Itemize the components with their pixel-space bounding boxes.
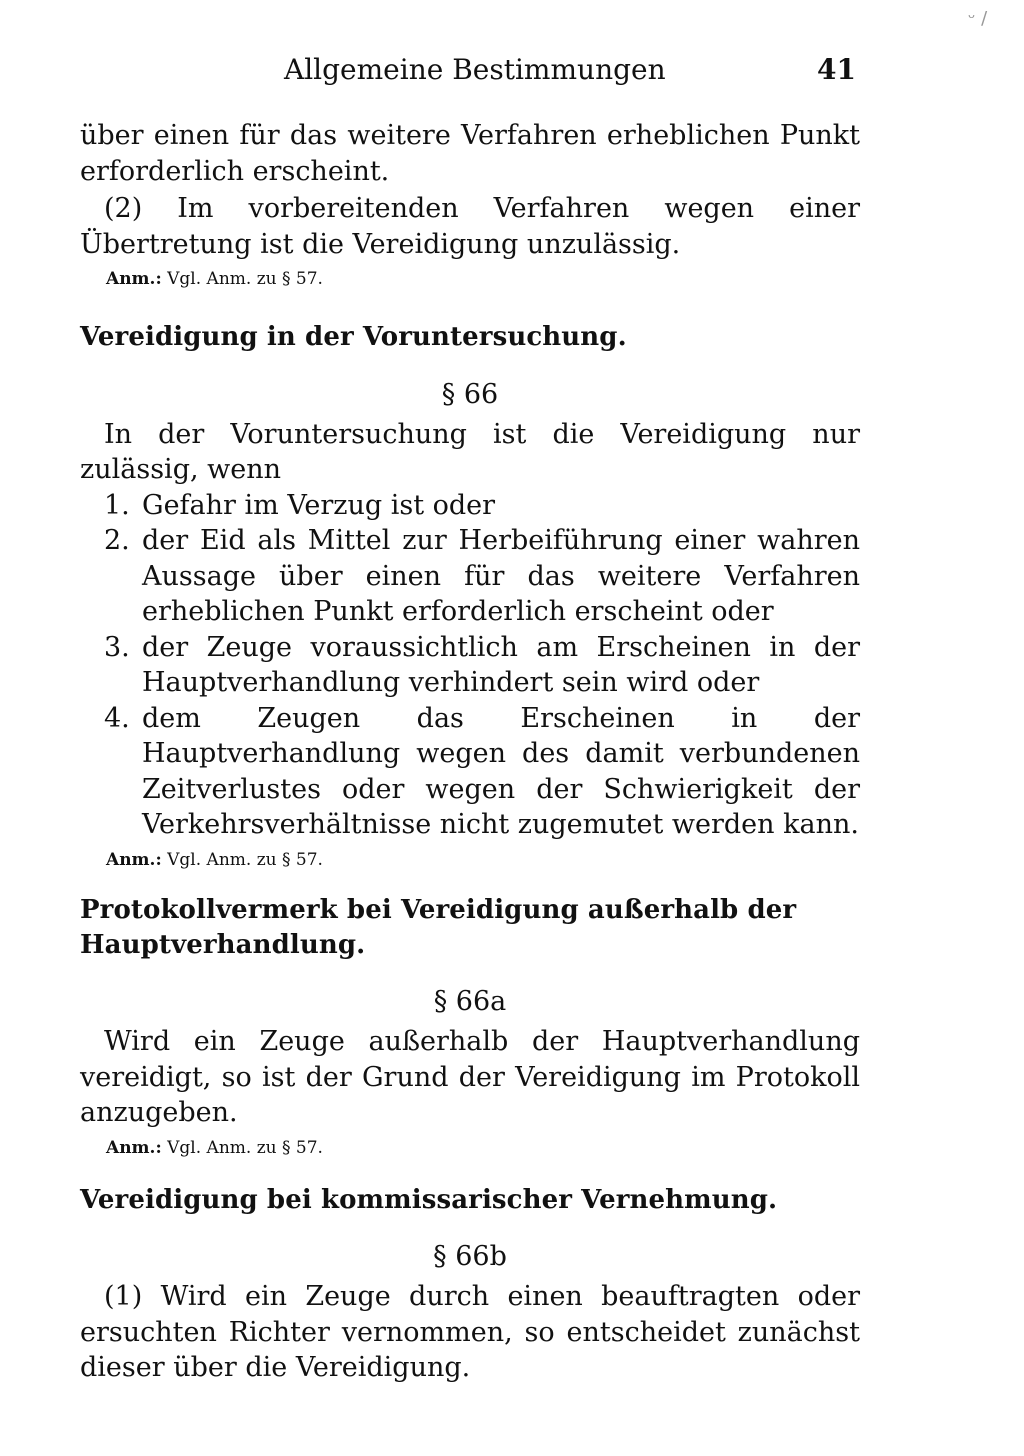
section-66b-heading: Vereidigung bei kommissarischer Vernehmung. — [80, 1184, 778, 1215]
annotation-label: Anm.: — [106, 1137, 162, 1158]
running-title: Allgemeine Bestimmungen — [284, 53, 666, 86]
list-item — [80, 701, 860, 843]
list-item-text: der Eid als Mittel zur Herbeiführung einer wahren Aussage über einen für das weitere Verfahren erheblichen Punkt erforderlich erscheint oder — [142, 525, 860, 628]
running-header — [80, 48, 860, 92]
page-content — [80, 48, 860, 1386]
list-item-number: 2. — [104, 525, 130, 557]
section-66b-number: § 66b — [433, 1241, 507, 1273]
list-item — [80, 523, 860, 630]
list-item — [80, 488, 860, 524]
clause-2-paragraph: (2) Im vorbereitenden Verfahren wegen einer Übertretung ist die Vereidigung unzulässig. — [80, 193, 860, 260]
list-item-text: Gefahr im Verzug ist oder — [142, 489, 496, 521]
annotation-note — [106, 1135, 860, 1161]
section-66a-paragraph: Wird ein Zeuge außerhalb der Hauptverhandlung vereidigt, so ist der Grund der Vereidigung im Protokoll anzugeben. — [80, 1026, 860, 1129]
continued-paragraph: über einen für das weitere Verfahren erheblichen Punkt erforderlich erscheint. — [80, 120, 860, 187]
annotation-text: Vgl. Anm. zu § 57. — [167, 269, 323, 289]
annotation-text: Vgl. Anm. zu § 57. — [167, 1137, 323, 1158]
list-item-text: der Zeuge voraussichtlich am Erscheinen in der Hauptverhandlung verhindert sein wird oder — [142, 631, 860, 699]
annotation-note — [106, 266, 860, 292]
annotation-label: Anm.: — [106, 849, 162, 870]
section-66a-number: § 66a — [433, 986, 507, 1018]
page-number: 41 — [817, 53, 856, 86]
section-66-number: § 66 — [441, 378, 499, 410]
list-item-text: dem Zeugen das Erscheinen in der Hauptverhandlung wegen des damit verbundenen Zeitverlustes oder wegen der Schwierigkeit der Verkehrsverhältnisse nicht zugemutet werden kann. — [142, 702, 860, 841]
section-66-heading: Vereidigung in der Voruntersuchung. — [80, 322, 627, 352]
section-66-intro: In der Voruntersuchung ist die Vereidigung nur zulässig, wenn — [80, 418, 860, 486]
scan-mark-icon: ᵕ / — [968, 8, 988, 29]
section-66b-paragraph: (1) Wird ein Zeuge durch einen beauftragten oder ersuchten Richter vernommen, so entscheidet zunächst dieser über die Vereidigung. — [80, 1281, 860, 1384]
annotation-note — [106, 847, 860, 873]
list-item-number: 1. — [104, 489, 130, 521]
list-item — [80, 630, 860, 701]
annotation-text: Vgl. Anm. zu § 57. — [167, 849, 323, 870]
list-item-number: 3. — [104, 631, 130, 663]
annotation-label: Anm.: — [106, 269, 162, 289]
section-66-list — [80, 488, 860, 843]
section-66a-heading: Protokollvermerk bei Vereidigung außerhalb der Hauptverhandlung. — [80, 894, 797, 960]
list-item-number: 4. — [104, 702, 130, 734]
